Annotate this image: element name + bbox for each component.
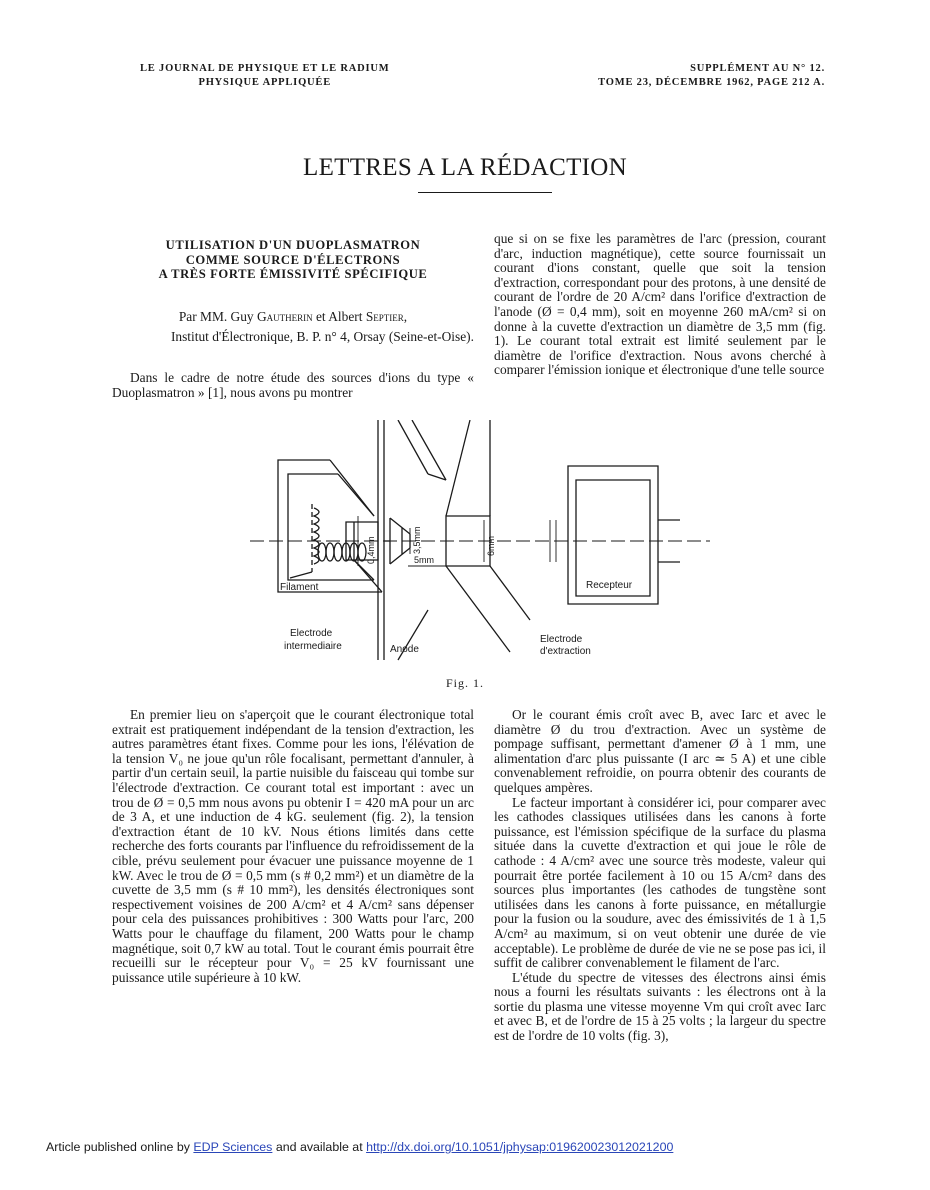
label-dim-0-4mm: 0,4mm xyxy=(366,536,376,564)
article-title-line: A TRÈS FORTE ÉMISSIVITÉ SPÉCIFIQUE xyxy=(158,267,428,281)
label-electrode-intermediaire-1: Electrode xyxy=(290,628,333,639)
doi-link[interactable]: http://dx.doi.org/10.1051/jphysap:019620023012021200 xyxy=(366,1140,674,1154)
authors-block xyxy=(112,307,474,347)
affiliation: Institut d'Électronique, B. P. n° 4, Orsay (Seine-et-Oise). xyxy=(170,329,474,344)
label-dim-6mm: 6mm xyxy=(486,536,496,556)
label-recepteur: Recepteur xyxy=(586,580,633,591)
publisher-link[interactable]: EDP Sciences xyxy=(193,1140,273,1154)
paragraph: Le facteur important à considérer ici, pour comparer avec les cathodes classiques utilisées dans les canons à forte puissance, est l'émission spécifique de la surface du plasma située dans la cuvette d'extraction et qui joue le rôle de cathode : 4 A/cm² avec une source très modeste, valeur qui pourrait être portée facilement à 10 ou 15 A/cm² dans des sources plus importantes (les cathodes de tungstène sont utilisées dans les canons à forte puissance, en métallurgie pour la fusion ou la soudure, avec des émissivités de 1 à 1,5 A/cm² au maximum, si on veut obtenir une durée de vie acceptable). Le problème de durée de vie ne se pose pas ici, il suffit de calibrer convenablement le filament de l'arc. xyxy=(494,794,826,971)
label-filament: Filament xyxy=(280,582,319,593)
footer-prefix: Article published online by xyxy=(46,1140,194,1154)
supplement-number: SUPPLÉMENT AU N° 12. xyxy=(690,63,825,74)
footer-middle: and available at xyxy=(272,1140,367,1154)
intro-column xyxy=(112,371,474,400)
left-bottom-column xyxy=(112,708,474,985)
paragraph: Dans le cadre de notre étude des sources d'ions du type « Duoplasmatron » [1], nous avons pu montrer xyxy=(112,370,474,400)
figure-1-diagram xyxy=(250,420,710,670)
journal-name: LE JOURNAL DE PHYSIQUE ET LE RADIUM xyxy=(140,63,390,74)
authors-suffix: , xyxy=(403,309,408,324)
publisher-footer xyxy=(46,1140,673,1154)
right-bottom-column xyxy=(494,708,826,1044)
paragraph: En premier lieu on s'aperçoit que le courant électronique total extrait est pratiquement indépendant de la tension d'extraction, les autres paramètres étant fixes. Comme pour les ions, l'élévation de la tension V₀ ne joue qu'un rôle focalisant, permettant d'annuler, à partir d'un certain seuil, la partie nuisible du faisceau qui tombe sur l'électrode d'extraction. Ce courant total est important : avec un trou de Ø = 0,5 mm nous avons pu obtenir I = 420 mA pour un arc de 3 A, et une induction de 4 kG. seulement (fig. 2), la tension d'extraction étant de 10 kV. Nous étions limités dans cette recherche des forts courants par l'influence du refroidissement de la cible, prévu seulement pour évacuer une puissance moyenne de 1 kW. Avec le trou de Ø = 0,5 mm (s # 0,2 mm²) et un diamètre de la cuvette de 3,5 mm (s # 10 mm²), les densités électroniques sont respectivement voisines de 200 A/cm² et 4 A/cm² sans dépenser pour cela des puissances prohibitives : 300 Watts pour l'arc, 200 Watts pour le chauffage du filament, 200 Watts pour le champ magnétique, soit 0,7 kW au total. Tout le courant émis pourrait être recueilli sur le récepteur pour V₀ = 25 kV fournissant une puissance utile supérieure à 10 kW. xyxy=(112,707,474,985)
article-title-line: COMME SOURCE D'ÉLECTRONS xyxy=(185,252,401,267)
journal-header xyxy=(140,62,390,90)
journal-series: PHYSIQUE APPLIQUÉE xyxy=(198,77,332,88)
authors-prefix: Par MM. Guy xyxy=(178,309,257,324)
article-title-line: UTILISATION D'UN DUOPLASMATRON xyxy=(165,238,421,252)
label-dim-3-5mm: 3,5mm xyxy=(412,526,422,554)
paragraph: Or le courant émis croît avec B, avec Iarc et avec le diamètre Ø du trou d'extraction. Avec un système de pompage suffisant, permettant d'amener Ø à 1 mm, une alimentation d'arc plus puissante (I arc ≃ 5 A) et une cible convenablement refroidie, on pourra obtenir des courants de quelques ampères. xyxy=(494,707,826,795)
issue-header xyxy=(598,62,825,90)
label-electrode-extraction-1: Electrode xyxy=(540,634,583,645)
title-rule xyxy=(418,192,552,193)
authors-mid: et Albert xyxy=(312,309,366,324)
article-title xyxy=(112,238,474,282)
filament-housing xyxy=(278,460,382,592)
label-dim-5mm: 5mm xyxy=(414,555,434,565)
paragraph: que si on se fixe les paramètres de l'arc (pression, courant d'arc, induction magnétique), cette source fournissait un courant d'ions constant, quelle que soit la tension d'extraction, correspondant pour des protons, à une densité de courant de l'ordre de 20 A/cm² dans l'orifice d'extraction de l'anode (Ø = 0,4 mm), soit en moyenne 260 mA/cm² si on donne à la cuvette d'extraction un diamètre de 3,5 mm (fig. 1). Le courant total extrait est limité seulement par le diamètre de l'orifice d'extraction. Nous avons cherché à comparer l'émission ionique et électronique d'une telle source xyxy=(494,231,826,378)
right-top-column xyxy=(494,232,826,378)
figure-caption: Fig. 1. xyxy=(445,676,484,690)
label-electrode-extraction-2: d'extraction xyxy=(540,646,591,657)
volume-page: TOME 23, DÉCEMBRE 1962, PAGE 212 A. xyxy=(598,77,825,88)
author2-surname: Septier xyxy=(365,309,404,324)
label-electrode-intermediaire-2: intermediaire xyxy=(284,641,342,652)
label-anode: Anode xyxy=(390,644,419,655)
author1-surname: Gautherin xyxy=(256,309,313,324)
section-title: LETTRES A LA RÉDACTION xyxy=(303,154,627,181)
author-line xyxy=(112,307,474,327)
anode xyxy=(378,420,410,660)
paragraph: L'étude du spectre de vitesses des électrons ainsi émis nous a fourni les résultats suivants : les électrons ont à la sortie du plasma une vitesse moyenne Vm qui croît avec Iarc et avec B, et de l'ordre de 15 à 25 volts ; la largeur du spectre est de l'ordre de 10 volts (fig. 3), xyxy=(494,969,826,1044)
